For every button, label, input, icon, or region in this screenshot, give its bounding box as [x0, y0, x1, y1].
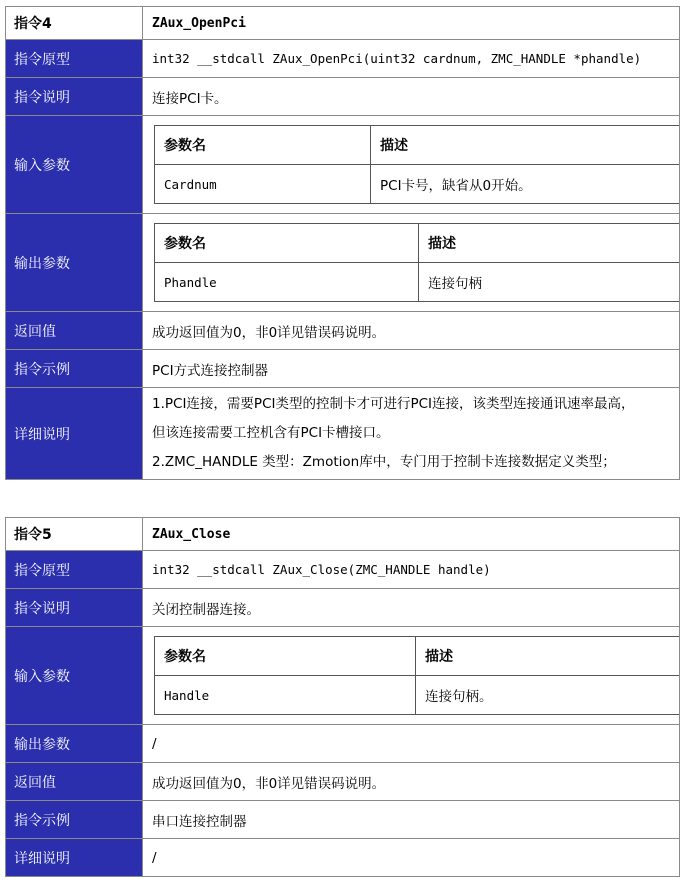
command-table-openpci: [5, 6, 680, 480]
input-params-label: 输入参数: [6, 627, 143, 725]
param-name: Cardnum: [155, 165, 371, 204]
input-params-table: [154, 125, 680, 204]
output-params-table: [154, 223, 680, 302]
input-params-cell: [143, 627, 680, 725]
input-params-label: 输入参数: [6, 116, 143, 214]
param-name-header: 参数名: [155, 126, 371, 165]
param-desc: 连接句柄: [419, 263, 680, 302]
return-row: [6, 763, 680, 801]
return-value: 成功返回值为0，非0详见错误码说明。: [143, 312, 680, 350]
prototype-row: [6, 551, 680, 589]
input-params-table: [154, 636, 680, 715]
example-value: PCI方式连接控制器: [143, 350, 680, 388]
return-row: [6, 312, 680, 350]
command-name: ZAux_OpenPci: [143, 7, 680, 40]
param-desc-header: 描述: [371, 126, 680, 165]
example-label: 指令示例: [6, 350, 143, 388]
prototype-value: int32 __stdcall ZAux_OpenPci(uint32 cardnum, ZMC_HANDLE *phandle): [143, 40, 680, 78]
output-params-label: 输出参数: [6, 214, 143, 312]
example-row: [6, 801, 680, 839]
output-params-cell: [143, 214, 680, 312]
output-params-row: [6, 725, 680, 763]
description-value: 关闭控制器连接。: [143, 589, 680, 627]
param-name: Handle: [155, 676, 416, 715]
description-label: 指令说明: [6, 78, 143, 116]
param-desc-header: 描述: [419, 224, 680, 263]
return-label: 返回值: [6, 763, 143, 801]
table-title-row: [6, 518, 680, 551]
prototype-value: int32 __stdcall ZAux_Close(ZMC_HANDLE handle): [143, 551, 680, 589]
example-value: 串口连接控制器: [143, 801, 680, 839]
example-label: 指令示例: [6, 801, 143, 839]
param-desc: 连接句柄。: [416, 676, 680, 715]
input-params-row: [6, 627, 680, 725]
prototype-label: 指令原型: [6, 551, 143, 589]
detail-row: [6, 388, 680, 480]
prototype-label: 指令原型: [6, 40, 143, 78]
command-table-close: [5, 517, 680, 877]
description-label: 指令说明: [6, 589, 143, 627]
description-row: [6, 589, 680, 627]
description-value: 连接PCI卡。: [143, 78, 680, 116]
detail-line-3: 2.ZMC_HANDLE 类型：Zmotion库中，专门用于控制卡连接数据定义类型；: [152, 454, 616, 470]
command-number-label: 指令4: [6, 7, 143, 40]
command-name: ZAux_Close: [143, 518, 680, 551]
detail-label: 详细说明: [6, 388, 143, 480]
param-name-header: 参数名: [155, 224, 419, 263]
detail-line-1: 1.PCI连接，需要PCI类型的控制卡才可进行PCI连接，该类型连接通讯速率最高，: [152, 396, 635, 412]
return-label: 返回值: [6, 312, 143, 350]
command-number-label: 指令5: [6, 518, 143, 551]
param-desc: PCI卡号，缺省从0开始。: [371, 165, 680, 204]
detail-line-2: 但该连接需要工控机含有PCI卡槽接口。: [152, 425, 390, 441]
input-params-row: [6, 116, 680, 214]
detail-label: 详细说明: [6, 839, 143, 877]
output-params-label: 输出参数: [6, 725, 143, 763]
output-params-row: [6, 214, 680, 312]
param-desc-header: 描述: [416, 637, 680, 676]
table-title-row: [6, 7, 680, 40]
param-name: Phandle: [155, 263, 419, 302]
output-params-value: /: [143, 725, 680, 763]
example-row: [6, 350, 680, 388]
detail-row: [6, 839, 680, 877]
input-params-cell: [143, 116, 680, 214]
description-row: [6, 78, 680, 116]
param-name-header: 参数名: [155, 637, 416, 676]
return-value: 成功返回值为0，非0详见错误码说明。: [143, 763, 680, 801]
detail-value: [143, 388, 680, 480]
detail-value: /: [143, 839, 680, 877]
prototype-row: [6, 40, 680, 78]
